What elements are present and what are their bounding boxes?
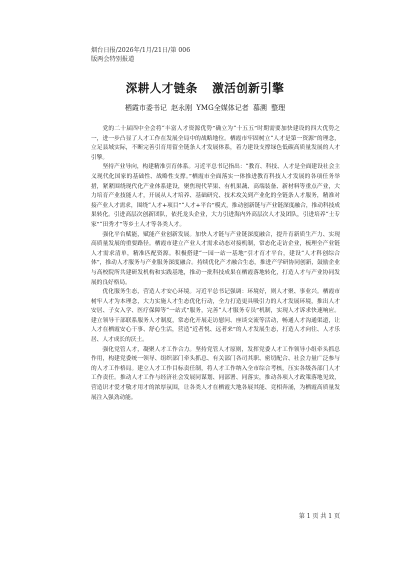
paragraph-5: 强化党管人才，凝聚人才工作合力。坚持党管人才原则，发挥党委人才工作领导小组牵头抓总作用，构建党委统一领导、组织部门牵头抓总、有关部门各司其职、密切配合、社会力量广泛参与的人才工作格局。建立人才工作目标责任制，将人才工作纳入全市综合考核，压实各级各部门人才工作责任。推动人才工作与经济社会发展同谋划、同部署、同落实，推动各项人才政策落地见效，营造识才爱才敬才用才的浓厚氛围，让各类人才在栖霞大地各展其能、竞相奔涌，为栖霞高质量发展注入强劲动能。 (91, 346, 340, 401)
paragraph-1: 党的二十届四中全会将“丰富人才资源优势”确立为“十五五”时期需要加快建设的四大优势之一，进一步凸显了人才工作在发展全局中的战略地位。栖霞市牢固树立“人才是第一资源”的理念，立足县域实际，不断完善引育用留全链条人才发展体系，着力建设支撑绿色低碳高质量发展的人才引擎。 (91, 126, 340, 161)
title-part-2: 激活创新引擎 (212, 81, 285, 95)
paragraph-2: 坚持产业导向，构建精准引育体系。习近平总书记指出：“教育、科技、人才是全面建设社会主义现代化国家的基础性、战略性支撑。”栖霞市全面落实一体推进教育科技人才发展的各项任务举措，紧紧围绕现代化产业体系建设，聚焦现代苹果、有机果蔬、高端装备、新材料等重点产业，大力培育产业技能人才，开展从人才培养、基础研究、技术攻关到产业化的全链条人才服务，精准对接产业人才需求，围绕“人才+项目”“人才+平台”模式，推动创新链与产业链深度融合，推动科技成果转化。引进高层次创新团队，依托龙头企业，大力引进海内外高层次人才及团队，引进培养“土专家”“田秀才”等乡土人才等各类人才。 (91, 164, 340, 228)
article-title (0, 80, 410, 96)
byline: 栖霞市委书记 赵永刚 YMG全媒体记者 慕溯 整理 (124, 104, 286, 112)
source-header (91, 46, 190, 64)
page-number: 第 1 页 共 1 页 (298, 513, 340, 520)
title-part-1: 深耕人才链条 (125, 81, 198, 95)
article-body (91, 125, 340, 403)
source-line-1: 烟台日报/2026年/1月/21日/第 006 (91, 47, 191, 54)
paragraph-3: 强化平台赋能，赋能产业创新发展。加快人才链与产业链深度融合，提升育新质生产力、实现高质量发展的重要路径。栖霞市建立产业人才需求动态对接机制，常态化走访企业，梳理全产业链人才需求清单，精准匹配资源。积极搭建“一园一站一基地”引才育才平台，建设“人才科创综合体”，推动人才服务与产业服务深度融合。持续优化产才融合生态，推进产学研协同创新，鼓励企业与高校院所共建研发机构和实践基地，推动一批科技成果在栖霞落地转化，打造人才与产业协同发展的良好格局。 (91, 231, 340, 286)
source-line-2: 版两会特别报道 (91, 56, 135, 63)
paragraph-4: 优化服务生态，营造人才安心环境。习近平总书记强调：环境好，则人才聚、事业兴。栖霞市树牢人才为本理念，大力实施人才生态优化行动，全力打造更具吸引力的人才发展环境，推出人才安居、子女入学、医疗保障等“一站式”服务，完善“人才服务专员”机制，实现人才诉求快速响应。建立领导干部联系服务人才制度，常态化开展走访慰问、座谈交流等活动，畅通人才沟通渠道，让人才在栖霞安心干事、舒心生活，营造“近者悦、远者来”的人才发展生态，打造人才向往、人才乐居、人才成长的沃土。 (91, 289, 340, 344)
